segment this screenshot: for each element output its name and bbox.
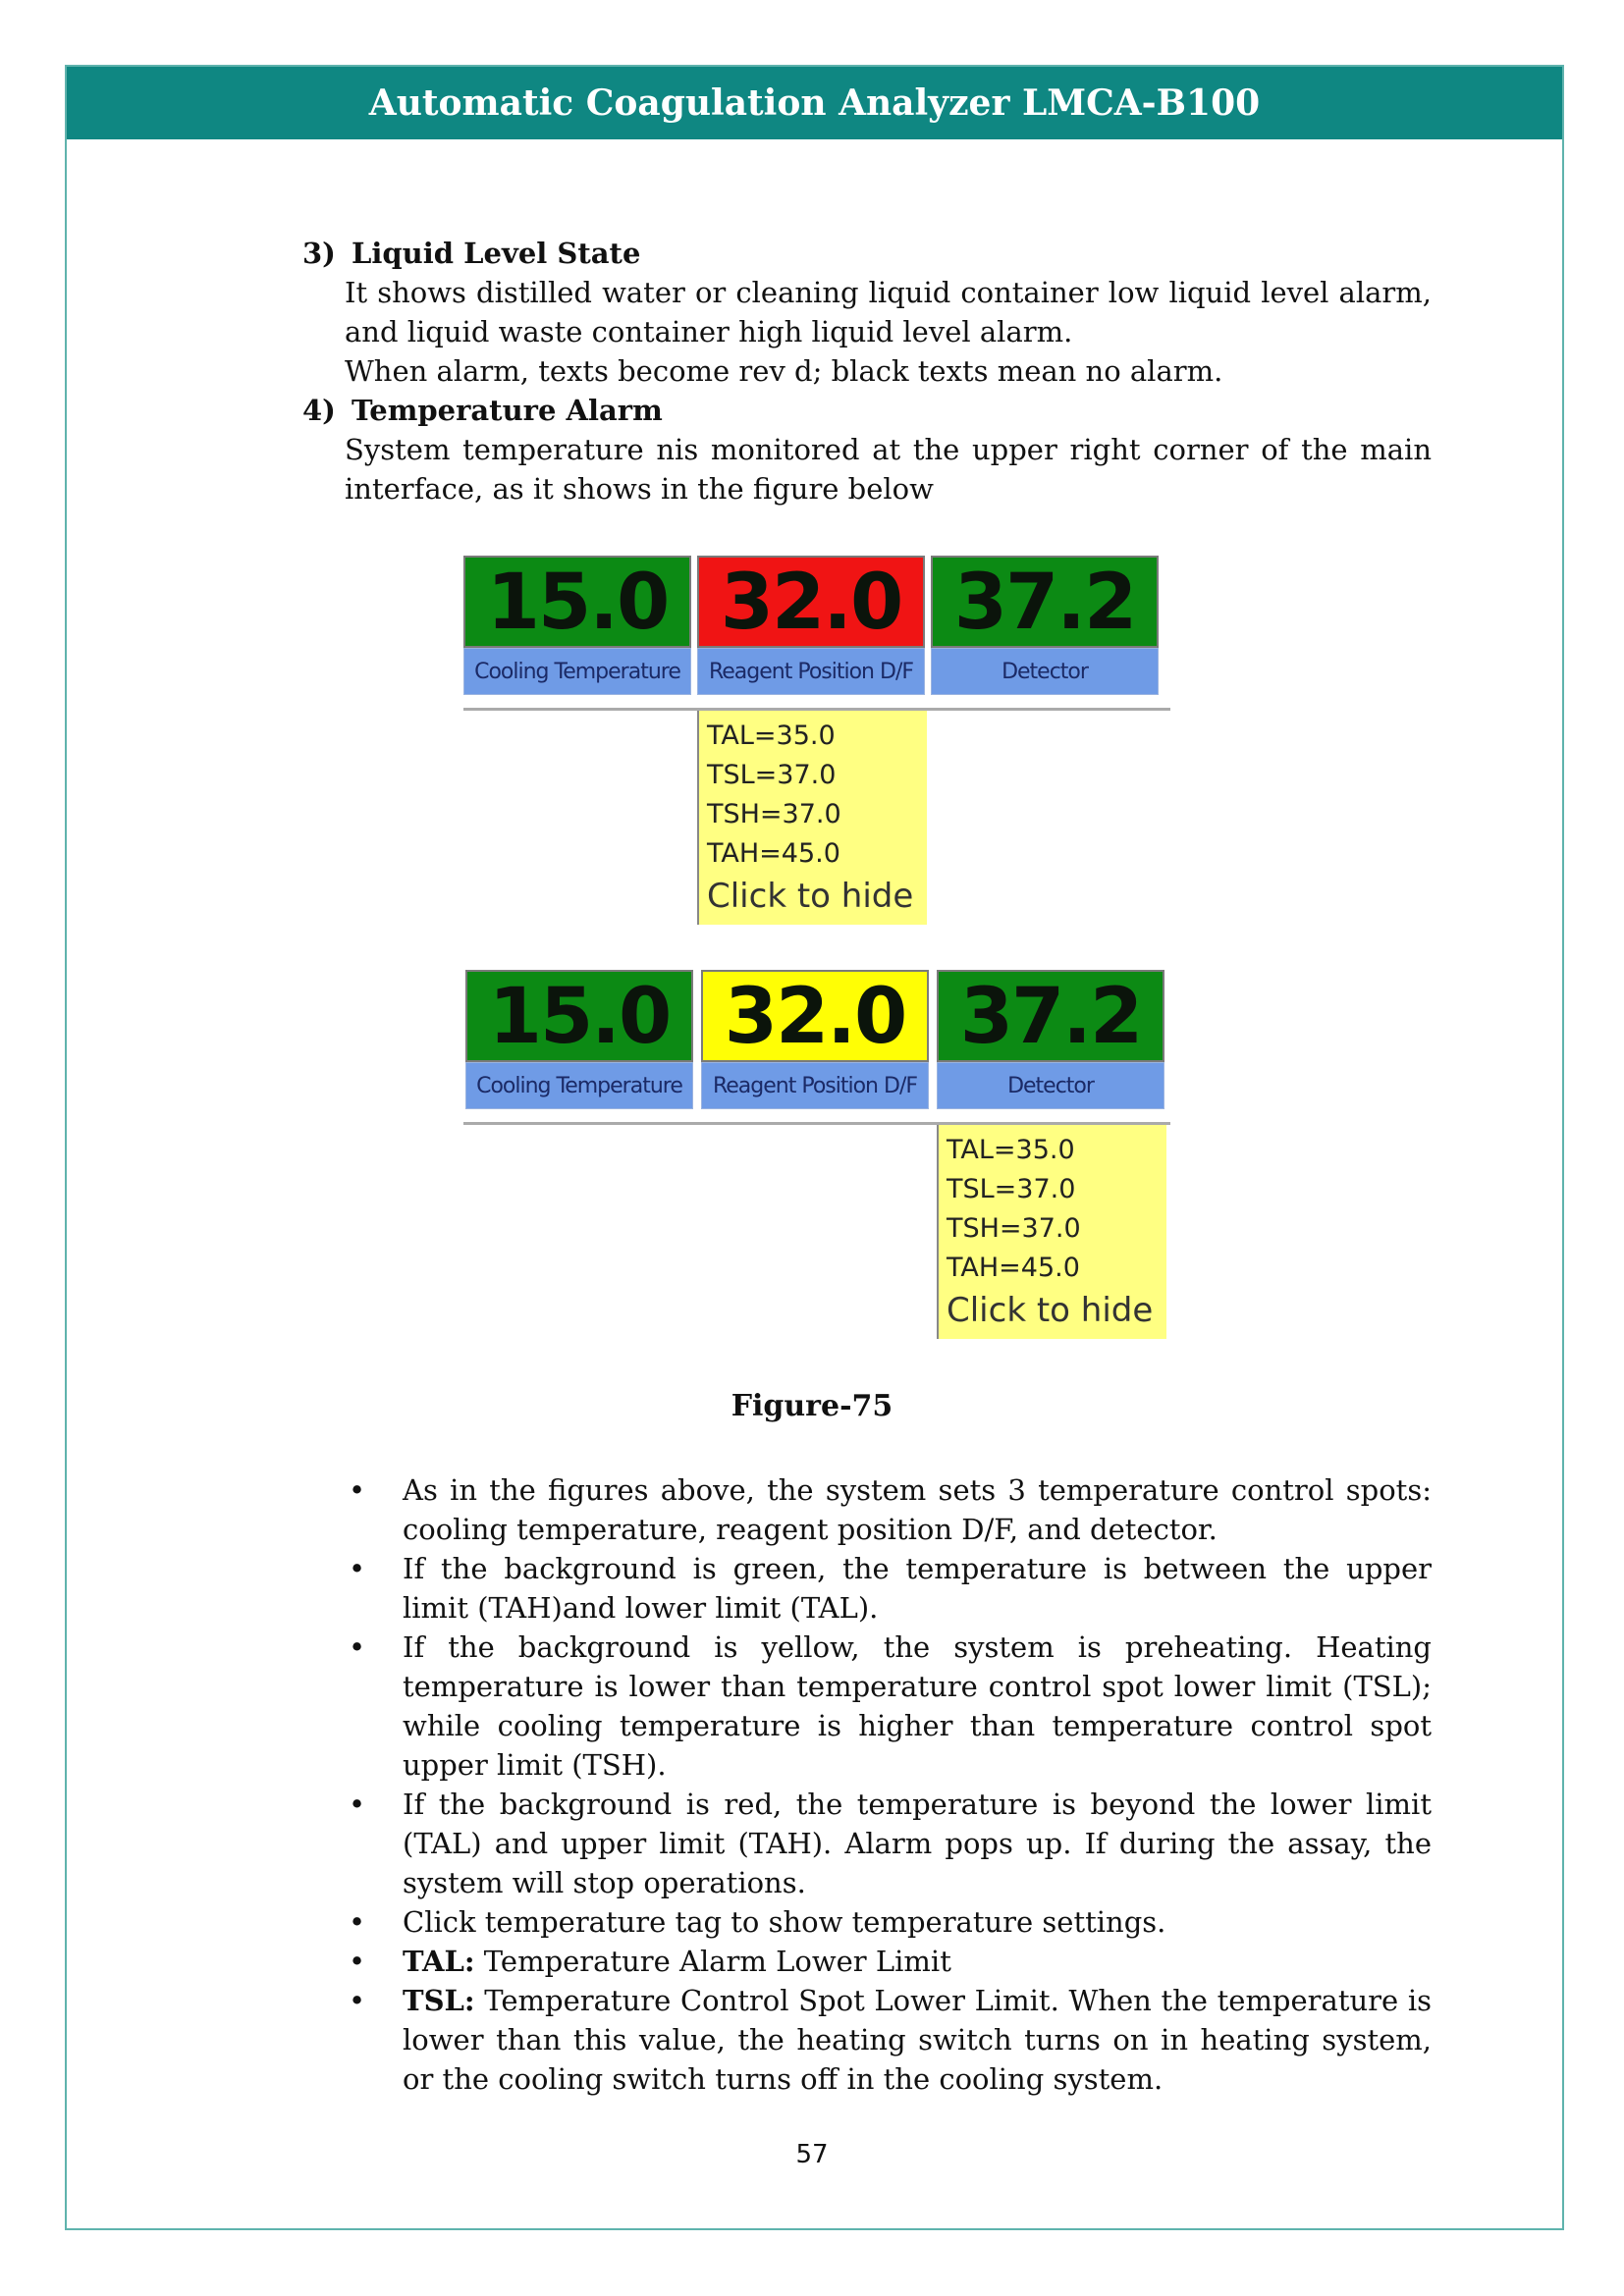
setting-line: TSL=37.0 bbox=[707, 760, 837, 790]
section-4-title: 4) Temperature Alarm bbox=[302, 394, 663, 427]
page-number: 57 bbox=[795, 2140, 829, 2169]
document-header: Automatic Coagulation Analyzer LMCA-B100 bbox=[67, 67, 1562, 139]
temperature-value: 32.0 bbox=[697, 556, 925, 648]
temperature-panel-2 bbox=[463, 970, 1170, 1125]
sections bbox=[302, 234, 1432, 508]
setting-line: TAH=45.0 bbox=[707, 838, 840, 869]
click-to-hide-link[interactable]: Click to hide bbox=[947, 1291, 1154, 1330]
section-4-body bbox=[345, 430, 1432, 508]
setting-line: TSH=37.0 bbox=[947, 1213, 1081, 1244]
cooling-temperature-tag[interactable] bbox=[465, 970, 697, 1119]
figure-caption: Figure-75 bbox=[731, 1389, 893, 1423]
list-item: • Click temperature tag to show temperature settings. bbox=[349, 1905, 1166, 1939]
paragraph: It shows distilled water or cleaning liquid container low liquid level alarm, and liquid waste container high liquid level alarm. bbox=[345, 276, 1432, 348]
reagent-position-tag[interactable] bbox=[697, 556, 929, 705]
section-3-body bbox=[345, 273, 1432, 391]
temperature-value: 37.2 bbox=[937, 970, 1164, 1062]
paragraph: System temperature nis monitored at the upper right corner of the main interface, as it shows in the figure below bbox=[345, 433, 1432, 506]
list-item: • TAL: Temperature Alarm Lower Limit bbox=[349, 1945, 951, 1978]
temperature-panel-1 bbox=[463, 556, 1170, 711]
temperature-label: Cooling Temperature bbox=[463, 648, 691, 695]
setting-line: TAL=35.0 bbox=[947, 1135, 1075, 1165]
temperature-value: 37.2 bbox=[931, 556, 1159, 648]
list-item: • If the background is yellow, the system is preheating. Heating temperature is lower than temperature control spot lower limit (TSL); while cooling temperature is higher than temperature control spot upper limit (TSH). bbox=[349, 1630, 1432, 1782]
list-item: • TSL: Temperature Control Spot Lower Limit. When the temperature is lower than this value, the heating switch turns on in heating system, or the cooling switch turns off in the cooling system. bbox=[349, 1984, 1432, 2096]
temperature-label: Detector bbox=[937, 1062, 1164, 1109]
click-to-hide-link[interactable]: Click to hide bbox=[707, 877, 914, 916]
setting-line: TAL=35.0 bbox=[707, 721, 836, 751]
temperature-label: Reagent Position D/F bbox=[701, 1062, 929, 1109]
setting-line: TSH=37.0 bbox=[707, 799, 841, 829]
temperature-value: 15.0 bbox=[463, 556, 691, 648]
temperature-label: Detector bbox=[931, 648, 1159, 695]
cooling-temperature-tag[interactable] bbox=[463, 556, 695, 705]
list-item: • As in the figures above, the system sets 3 temperature control spots: cooling temperature, reagent position D/F, and detector. bbox=[349, 1473, 1432, 1546]
temperature-settings-popup bbox=[937, 1125, 1166, 1339]
bullet-list bbox=[349, 1470, 1432, 2099]
detector-tag[interactable] bbox=[937, 970, 1168, 1119]
temperature-label: Reagent Position D/F bbox=[697, 648, 925, 695]
list-item: • If the background is red, the temperature is beyond the lower limit (TAL) and upper limit (TAH). Alarm pops up. If during the assay, the system will stop operations. bbox=[349, 1788, 1432, 1899]
setting-line: TSL=37.0 bbox=[947, 1174, 1076, 1204]
setting-line: TAH=45.0 bbox=[947, 1253, 1080, 1283]
section-3-title: 3) Liquid Level State bbox=[302, 237, 641, 270]
temperature-settings-popup bbox=[697, 711, 927, 925]
list-item: • If the background is green, the temperature is between the upper limit (TAH)and lower limit (TAL). bbox=[349, 1552, 1432, 1625]
detector-tag[interactable] bbox=[931, 556, 1163, 705]
temperature-value: 32.0 bbox=[701, 970, 929, 1062]
paragraph: When alarm, texts become rev d; black texts mean no alarm. bbox=[345, 354, 1223, 388]
temperature-label: Cooling Temperature bbox=[465, 1062, 693, 1109]
temperature-value: 15.0 bbox=[465, 970, 693, 1062]
reagent-position-tag[interactable] bbox=[701, 970, 933, 1119]
